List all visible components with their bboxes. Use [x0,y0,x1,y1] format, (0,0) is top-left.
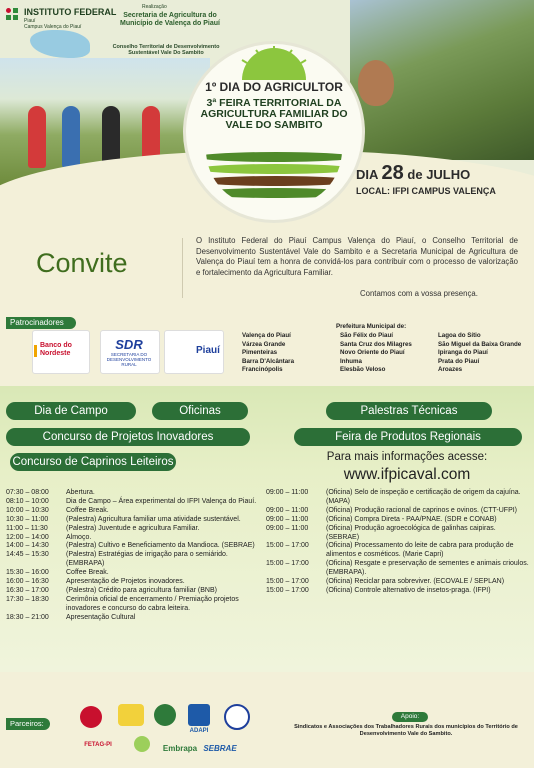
schedule-time: 15:30 – 16:00 [6,569,49,577]
schedule-time: 07:30 – 08:00 [6,489,49,496]
schedule-time: 10:00 – 10:30 [6,506,49,514]
schedule-row [266,542,530,560]
schedule-row [6,587,262,596]
location-text: LOCAL: IFPI CAMPUS VALENÇA [356,186,496,196]
banco-nordeste-text: Banco do Nordeste [40,342,72,357]
schedule-time: 12:00 – 14:00 [6,533,49,541]
schedule-desc: (Oficina) Reciclar para sobreviver. (ECOVALE / SEPLAN) [326,578,505,586]
schedule-row [6,489,262,498]
partners-label: Parceiros: [6,718,50,730]
city: Valença do Piauí [242,332,291,339]
embrapa-text: Embrapa [162,744,198,753]
schedule-row [6,551,262,569]
city: Santa Cruz dos Milagres [340,340,412,348]
schedule-row [266,560,530,578]
city: Prata do Piauí [438,357,480,365]
city: Novo Oriente do Piauí [340,349,405,357]
pill-dia-de-campo: Dia de Campo [6,402,136,420]
cities-col1 [242,332,294,375]
schedule-desc: (Oficina) Processamento do leite de cabra para produção de alimentos e cosméticos. (Marie Capri) [326,542,514,559]
date-box [356,162,532,196]
schedule-row [266,525,530,543]
cities-col2 [340,332,412,375]
schedule-time: 09:00 – 11:00 [266,506,309,514]
schedule-time: 08:10 – 10:00 [6,497,49,505]
city: Ipiranga do Piauí [438,349,488,357]
invite-heading: Convite [36,248,128,278]
schedule-desc: (Oficina) Produção agroecológica de galinhas caipiras. (SEBRAE) [326,524,496,541]
sebrae-text: SEBRAE [203,744,237,753]
fetag-text: FETAG-PI [84,742,112,748]
schedule-desc: Almoço. [66,533,92,541]
prefeitura-label: Prefeitura Municipal de: [336,323,407,330]
schedule-time: 11:00 – 11:30 [6,524,48,532]
schedule-desc: Apresentação de Projetos inovadores. [66,578,185,586]
partner-logo-icon [134,736,150,752]
city: São Félix do Piauí [340,332,393,339]
schedule-time: 15:00 – 17:00 [266,560,309,568]
schedule-desc: (Palestra) Crédito para agricultura familiar (BNB) [66,586,217,594]
schedule-time: 17:30 – 18:30 [6,595,49,603]
schedule-time: 15:00 – 17:00 [266,542,309,550]
sponsors-label: Patrocinadores [6,317,76,329]
schedule-row [6,578,262,587]
schedule-row [6,525,262,534]
schedule-desc: (Palestra) Juventude e agricultura Familiar. [66,524,200,532]
schedule-desc: Cerimônia oficial de encerramento / Premiação projetos inovadores e concurso do cabra leiteira. [66,595,239,612]
schedule-desc: Dia de Campo – Área experimental do IFPI Valença do Piauí. [66,497,257,505]
schedule-row [6,542,262,551]
apoio-label: Apoio: [392,712,428,722]
schedule-desc: (Oficina) Selo de inspeção e certificação de origem da cajuína. (MAPA) [326,489,521,505]
banco-nordeste-icon [34,345,37,357]
partner-logo-icon [80,706,102,728]
schedule-time: 14:45 – 15:30 [6,551,49,559]
farmer-face [358,60,394,106]
city: Aroazes [438,366,463,374]
sun-icon [234,46,314,82]
schedule-time: 10:30 – 11:00 [6,515,49,523]
partner-logo-icon [224,704,250,730]
info-text: Para mais informações acesse: [326,451,488,463]
schedule-time: 09:00 – 11:00 [266,489,309,496]
schedule-time: 15:00 – 17:00 [266,578,309,586]
schedule-time: 15:00 – 17:00 [266,586,309,594]
schedule-time: 14:00 – 14:30 [6,542,49,550]
schedule-row [6,498,262,507]
schedule-desc: (Oficina) Compra Direta - PAA/PNAE. (SDR e CONAB) [326,515,497,523]
schedule-row [266,587,530,596]
schedule-desc: Coffee Break. [66,569,109,577]
invite-body: O Instituto Federal do Piauí Campus Valença do Piauí, o Conselho Territorial de Desenvolvimento Sustentável Vale do Sambito e a Secretaria Municipal de Agricultura de Valença do Piauí tem a honra de convidá-los para contribuir com o processo de valorização e fortalecimento da Agricultura Familiar. [196,236,518,277]
schedule-time: 09:00 – 11:00 [266,524,309,532]
if-logo-icon [6,8,20,22]
sdr-text: SDR [115,337,143,352]
schedule-desc: Abertura. [66,489,95,496]
farmer-figure [28,106,46,168]
farmer-figure [62,106,80,168]
pill-concurso-caprinos: Concurso de Caprinos Leiteiros [10,453,176,471]
schedule-desc: (Oficina) Resgate e preservação de sementes e animais crioulos. (EMBRAPA). [326,560,529,577]
schedule-time: 16:30 – 17:00 [6,586,49,594]
city: Elesbão Veloso [340,366,386,374]
invite-closing: Contamos com a vossa presença. [360,289,478,298]
partner-logo-icon [154,704,176,726]
date-line: DIA 28 de JULHO [356,162,471,184]
city: Barra D'Alcântara [242,357,295,365]
adapi-text: ADAPI [189,728,209,734]
city: Várzea Grande [242,340,286,348]
pill-oficinas: Oficinas [152,402,248,420]
schedule-row [6,534,262,543]
schedule-time: 16:00 – 16:30 [6,578,49,586]
schedule-desc: (Palestra) Estratégias de irrigação para o semiárido. (EMBRAPA) [66,551,228,568]
website-link[interactable]: www.ifpicaval.com [343,466,471,483]
schedule-desc: (Oficina) Produção racional de caprinos e ovinos. (CTT-UFPI) [326,506,518,514]
city: Pimenteiras [242,349,278,357]
event-title-1: 1º DIA DO AGRICULTOR [205,80,343,94]
city: Inhuma [340,357,363,365]
if-name: INSTITUTO FEDERAL [24,7,117,17]
header-banner [0,0,534,228]
apoio-text: Sindicatos e Associações dos Trabalhadores Rurais dos municípios do Território de Desenvolvimento Vale do Sambito. [294,724,518,737]
schedule-desc: (Palestra) Cultivo e Beneficiamento da Mandioca. (SEBRAE) [66,542,255,550]
schedule-row [266,578,530,587]
cities-col3 [438,332,521,375]
schedule-row [266,516,530,525]
secretaria-text: Secretaria de Agricultura do Município de Valença do Piauí [120,12,220,27]
schedule-left [6,489,262,623]
schedule-row [6,569,262,578]
piaui-text: Piauí [196,345,220,356]
city: Francinópolis [242,366,283,374]
pill-concurso-projetos: Concurso de Projetos Inovadores [6,428,250,446]
schedule-row [6,507,262,516]
schedule-row [6,596,262,614]
city: São Miguel da Baixa Grande [438,340,522,348]
schedule-row [266,489,530,507]
if-state: Piauí Campus Valença do Piauí [24,18,82,30]
adapi-logo-icon [188,704,210,726]
schedule-row [6,516,262,525]
sdr-subtitle: SECRETARIA DO DESENVOLVIMENTO RURAL [106,352,152,367]
schedule-time: 18:30 – 21:00 [6,613,49,621]
schedule-desc: (Palestra) Agricultura familiar uma atividade sustentável. [66,515,241,523]
pill-palestras: Palestras Técnicas [326,402,492,420]
schedule-desc: (Oficina) Controle alternativo de insetos-praga. (IFPI) [326,586,491,594]
partner-logo-icon [118,704,144,726]
realizacao-label: Realização [142,4,167,10]
event-title-2: 3ª FEIRA TERRITORIAL DA AGRICULTURA FAMILIAR DO VALE DO SAMBITO [200,97,348,131]
piaui-map-icon [30,30,90,58]
schedule-row [266,507,530,516]
divider [182,238,183,298]
schedule-time: 09:00 – 11:00 [266,515,309,523]
schedule-row [6,614,262,623]
schedule-desc: Coffee Break. [66,506,109,514]
pill-feira: Feira de Produtos Regionais [294,428,522,446]
conselho-text: Conselho Territorial de Desenvolvimento Sustentável Vale Do Sambito [112,44,220,56]
schedule-desc: Apresentação Cultural [66,613,136,621]
city: Lagoa do Sítio [438,332,481,339]
schedule-right [266,489,530,596]
